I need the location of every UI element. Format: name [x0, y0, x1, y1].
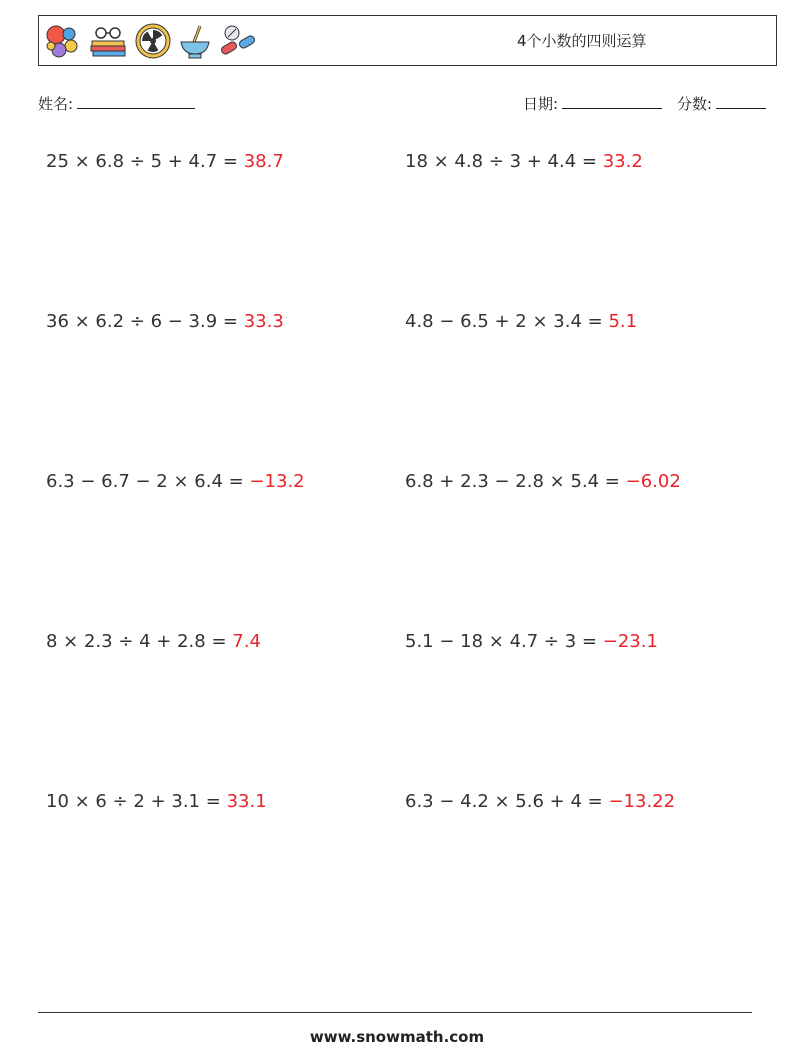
problem-5 [46, 470, 305, 494]
score-field [677, 92, 766, 114]
problem-answer: −23.1 [602, 631, 658, 652]
problem-answer: 33.3 [243, 311, 284, 332]
problem-question: 6.3 − 6.7 − 2 × 6.4 = [46, 471, 244, 492]
problem-answer: −6.02 [625, 471, 681, 492]
date-label: 日期: [523, 95, 559, 113]
worksheet-title: 4个小数的四则运算 [517, 32, 647, 50]
problem-question: 18 × 4.8 ÷ 3 + 4.4 = [405, 151, 597, 172]
problem-answer: 33.2 [602, 151, 643, 172]
books-glasses-icon [88, 22, 128, 60]
problem-3 [46, 310, 284, 334]
problem-answer: 7.4 [232, 631, 261, 652]
footer-divider [38, 1012, 752, 1013]
problem-answer: −13.2 [249, 471, 305, 492]
worksheet-header [38, 15, 777, 66]
problem-answer: 5.1 [608, 311, 638, 332]
score-label: 分数: [677, 95, 713, 113]
problem-question: 36 × 6.2 ÷ 6 − 3.9 = [46, 311, 238, 332]
score-blank[interactable] [716, 92, 766, 109]
name-label: 姓名: [38, 95, 74, 113]
problem-answer: 38.7 [243, 151, 284, 172]
pills-icon [218, 22, 258, 60]
header-icons [44, 21, 258, 61]
problem-4 [405, 310, 637, 334]
problem-1 [46, 150, 284, 174]
molecule-icon [44, 22, 82, 60]
problem-question: 6.8 + 2.3 − 2.8 × 5.4 = [405, 471, 620, 492]
problem-2 [405, 150, 643, 174]
problem-question: 4.8 − 6.5 + 2 × 3.4 = [405, 311, 603, 332]
problem-8 [405, 630, 658, 654]
problem-7 [46, 630, 261, 654]
problem-question: 6.3 − 4.2 × 5.6 + 4 = [405, 791, 603, 812]
problem-10 [405, 790, 675, 814]
problem-answer: −13.22 [608, 791, 676, 812]
mortar-pestle-icon [178, 22, 212, 60]
problem-9 [46, 790, 267, 814]
problem-question: 10 × 6 ÷ 2 + 3.1 = [46, 791, 221, 812]
footer-site-link[interactable]: www.snowmath.com [309, 1028, 485, 1046]
problem-question: 25 × 6.8 ÷ 5 + 4.7 = [46, 151, 238, 172]
name-field [38, 92, 195, 114]
radiation-icon [134, 22, 172, 60]
problem-question: 5.1 − 18 × 4.7 ÷ 3 = [405, 631, 597, 652]
problem-answer: 33.1 [226, 791, 267, 812]
name-blank[interactable] [77, 92, 195, 109]
problem-question: 8 × 2.3 ÷ 4 + 2.8 = [46, 631, 227, 652]
date-field [523, 92, 662, 114]
problem-6 [405, 470, 681, 494]
date-blank[interactable] [562, 92, 662, 109]
